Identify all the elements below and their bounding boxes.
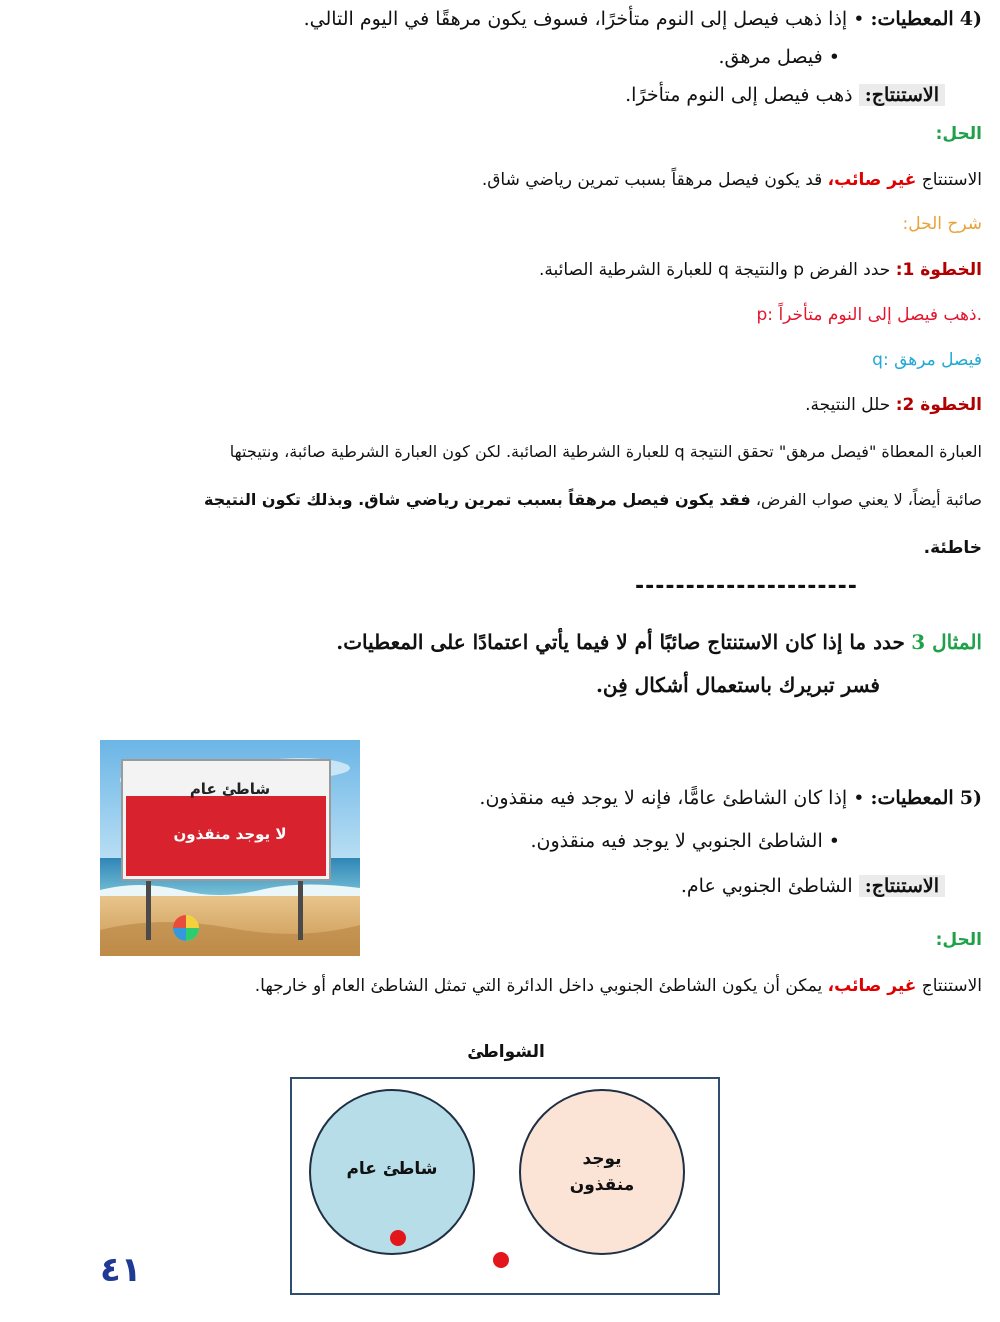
venn-right-circle [520,1090,684,1254]
page-number: ٤١ [100,1250,142,1290]
ex5-solution-label: الحل: [935,930,982,950]
sign-bottom-text: لا يوجد منقذون [173,825,287,843]
example3-text: حدد ما إذا كان الاستنتاج صائبًا أم لا فيما يأتي اعتمادًا على المعطيات. [336,630,905,654]
ex4-conclusion: ذهب فيصل إلى النوم متأخرًا. [625,84,853,106]
step1-label: الخطوة 1: [895,260,982,280]
ex4-givens-label: المعطيات: [870,8,954,30]
analysis-para1: العبارة المعطاة "فيصل مرهق" تحقق النتيجة q للعبارة الشرطية الصائبة. لكن كون العبارة الشرطية صائبة، ونتيجتها [229,442,982,461]
ex5-number: (5 [959,787,982,809]
analysis-para3: خاطئة. [923,538,982,558]
ex5-conclusion: الشاطئ الجنوبي عام. [680,875,853,897]
sign-top-text: شاطئ عام [189,780,271,798]
q-line: q: فيصل مرهق [872,350,982,370]
ex5-conclusion-line [681,875,945,897]
analysis-para2-normal: صائبة أيضاً، لا يعني صواب الفرض، [755,490,982,509]
step1 [539,260,982,280]
ex5-conclusion-label: الاستنتاج: [859,875,945,897]
ex4-conclusion-label: الاستنتاج: [859,84,945,106]
ex4-answer [482,170,982,190]
venn-right-label-1: يوجد [582,1149,622,1169]
ex5-answer-red: غير صائب، [827,976,917,996]
ex4-answer-prefix: الاستنتاج [921,170,982,190]
step2-label: الخطوة 2: [895,395,982,415]
example3-line1 [336,630,982,654]
analysis-para2 [204,490,982,509]
ex4-number: (4 [959,8,982,30]
ex5-given2: • الشاطئ الجنوبي لا يوجد فيه منقذون. [530,830,840,852]
ex4-solution-label: الحل: [935,124,982,144]
ex4-given1: • إذا ذهب فيصل إلى النوم متأخرًا، فسوف يكون مرهقًا في اليوم التالي. [303,8,865,30]
ex4-given2: • فيصل مرهق. [718,46,840,68]
explain-label: شرح الحل: [902,214,982,234]
venn-right-label-2: منقذون [569,1175,635,1195]
step2-text: حلل النتيجة. [805,395,891,415]
venn-dot-inside [390,1230,406,1246]
ex4-answer-red: غير صائب، [827,170,917,190]
venn-left-label: شاطئ عام [346,1159,438,1179]
ex5-given1-line [479,787,982,809]
ex5-answer [255,976,982,996]
ex5-givens-label: المعطيات: [870,787,954,809]
venn-dot-outside [493,1252,509,1268]
ex5-answer-rest: يمكن أن يكون الشاطئ الجنوبي داخل الدائرة التي تمثل الشاطئ العام أو خارجها. [254,976,823,996]
divider: ---------------------- [635,574,858,599]
venn-diagram [290,1077,720,1295]
ex4-answer-rest: قد يكون فيصل مرهقاً بسبب تمرين رياضي شاق. [481,170,823,190]
step2 [805,395,982,415]
ex5-given1: • إذا كان الشاطئ عامًّا، فإنه لا يوجد فيه منقذون. [479,787,865,809]
example3-label: المثال 3 [911,630,982,654]
example3-line2: فسر تبريرك باستعمال أشكال فِن. [595,673,880,697]
ex4-given1-line [304,8,982,30]
step1-text: حدد الفرض p والنتيجة q للعبارة الشرطية الصائبة. [538,260,891,280]
venn-title: الشواطئ [467,1042,545,1062]
analysis-para2-bold: فقد يكون فيصل مرهقاً بسبب تمرين رياضي شاق. وبذلك تكون النتيجة [204,490,751,509]
beach-sign-image [100,740,360,956]
p-line: p: ذهب فيصل إلى النوم متأخراً. [756,305,982,325]
ex5-answer-prefix: الاستنتاج [921,976,982,996]
ex4-conclusion-line [625,84,945,106]
